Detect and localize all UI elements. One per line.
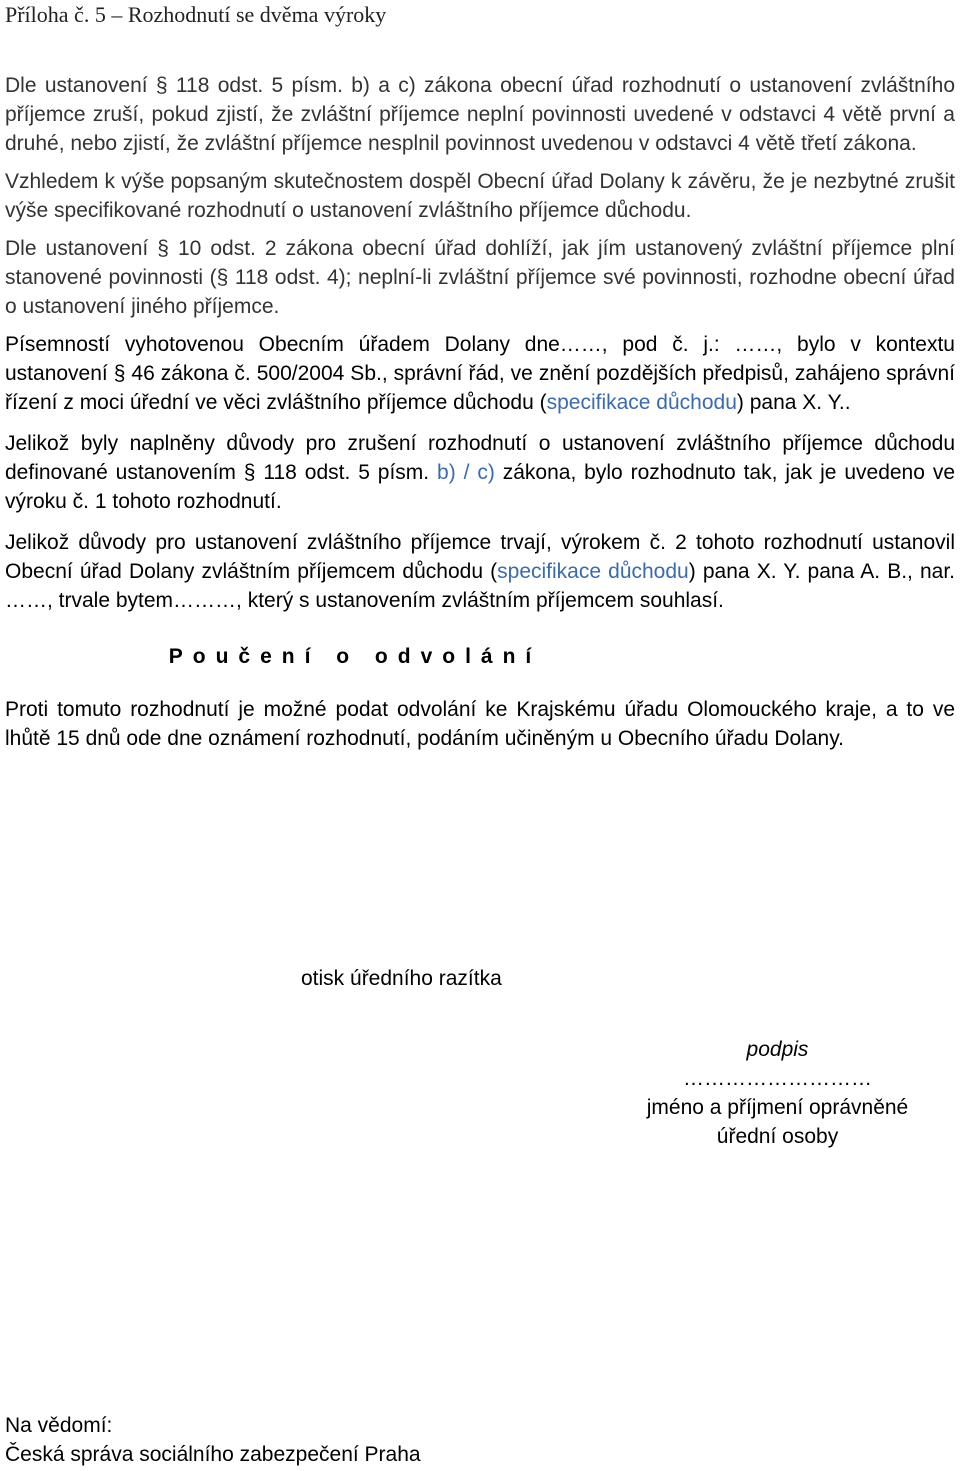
signatory-line-1: jméno a příjmení oprávněné bbox=[646, 1096, 909, 1119]
document-header: Příloha č. 5 – Rozhodnutí se dvěma výroky bbox=[5, 2, 387, 27]
paragraph-legal-basis bbox=[5, 71, 955, 158]
signature-dots: ……………………… bbox=[683, 1067, 872, 1090]
section-title-appeal: Poučení o odvolání bbox=[168, 645, 542, 668]
signatory-line-2: úřední osoby bbox=[716, 1125, 839, 1148]
paragraph-text: Písemností vyhotovenou Obecním úřadem Dolany dne……, pod č. j.: ……, bylo v kontextu ustanovení § 46 zákona č. 500/2004 Sb., správní řád, ve znění pozdějších předpisů, zahájeno správní řízení z moci úřední ve věci zvláštního příjemce důchodu ( bbox=[5, 333, 955, 414]
paragraph-text: Dle ustanovení § 10 odst. 2 zákona obecní úřad dohlíží, jak jím ustanovený zvláštní příjemce plní stanovené povinnosti (§ 118 odst. 4); neplní-li zvláštní příjemce své povinnosti, rozhodne obecní úřad o ustanovení jiného příjemce. bbox=[5, 237, 955, 318]
signature-label: podpis bbox=[746, 1038, 809, 1061]
paragraph-decision-1 bbox=[5, 429, 955, 516]
paragraph-decision-2 bbox=[5, 528, 955, 615]
paragraph-text: Jelikož důvody pro ustanovení zvláštního příjemce trvají, výrokem č. 2 tohoto rozhodnutí ustanovil Obecní úřad Dolany zvláštním příjemcem důchodu ( bbox=[5, 531, 955, 583]
paragraph-text: ) pana X. Y.. bbox=[736, 391, 851, 414]
placeholder-letter: b) / c) bbox=[437, 461, 495, 484]
paragraph-conclusion bbox=[5, 167, 955, 225]
placeholder-specification: specifikace důchodu bbox=[497, 560, 689, 583]
paragraph-text: Dle ustanovení § 118 odst. 5 písm. b) a c) zákona obecní úřad rozhodnutí o ustanovení zvláštního příjemce zruší, pokud zjistí, že zvláštní příjemce neplní povinnosti uvedené v odstavci 4 větě první a druhé, nebo zjistí, že zvláštní příjemce nesplnil povinnost uvedenou v odstavci 4 větě třetí zákona. bbox=[5, 74, 955, 155]
paragraph-text: ) pana X. Y. pana A. B., nar. ……, trvale bytem………, který s ustanovením zvláštním příjemcem souhlasí. bbox=[5, 560, 956, 612]
notice-recipient: Česká správa sociálního zabezpečení Praha bbox=[5, 1443, 421, 1466]
paragraph-supervision bbox=[5, 234, 955, 321]
notice-label: Na vědomí: bbox=[5, 1414, 113, 1437]
stamp-placeholder: otisk úředního razítka bbox=[301, 967, 502, 990]
document-body bbox=[5, 71, 955, 753]
paragraph-text: Jelikož byly naplněny důvody pro zrušení rozhodnutí o ustanovení zvláštního příjemce důchodu definované ustanovením § 118 odst. 5 písm. bbox=[5, 432, 955, 484]
paragraph-text: zákona, bylo rozhodnuto tak, jak je uvedeno ve výroku č. 1 tohoto rozhodnutí. bbox=[5, 461, 955, 513]
notice-block bbox=[5, 1411, 421, 1469]
paragraph-proceedings bbox=[5, 330, 955, 417]
paragraph-text: Vzhledem k výše popsaným skutečnostem dospěl Obecní úřad Dolany k závěru, že je nezbytné zrušit výše specifikované rozhodnutí o ustanovení zvláštního příjemce důchodu. bbox=[5, 170, 955, 222]
signature-block bbox=[600, 1035, 955, 1151]
placeholder-specification: specifikace důchodu bbox=[546, 391, 737, 414]
paragraph-appeal: Proti tomuto rozhodnutí je možné podat odvolání ke Krajskému úřadu Olomouckého kraje, a to ve lhůtě 15 dnů ode dne oznámení rozhodnutí, podáním učiněným u Obecního úřadu Dolany. bbox=[5, 698, 955, 750]
